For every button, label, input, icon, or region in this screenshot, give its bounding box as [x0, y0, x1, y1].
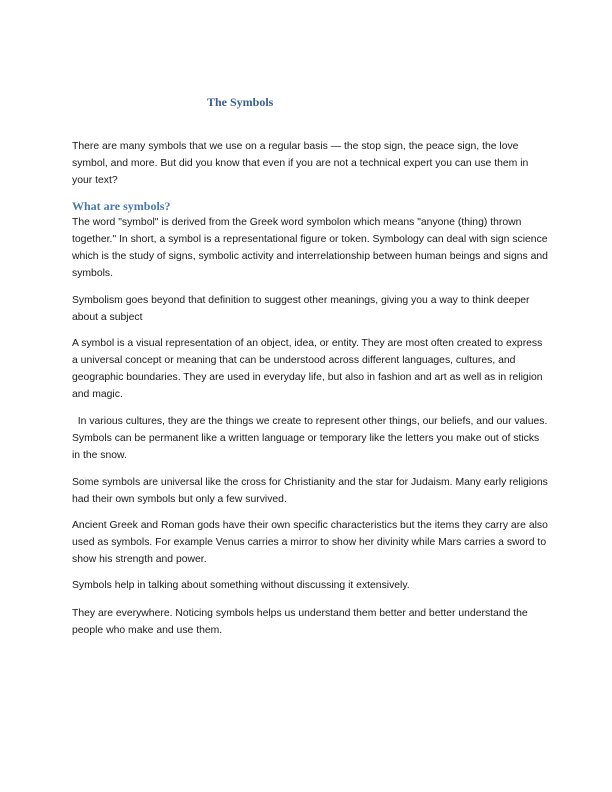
document-title: The Symbols: [207, 95, 274, 109]
paragraph-8: They are everywhere. Noticing symbols helps us understand them better and better understand the people who make and use them.: [72, 608, 528, 636]
paragraph-7: Symbols help in talking about something without discussing it extensively.: [72, 580, 410, 591]
paragraph-5: Some symbols are universal like the cross for Christianity and the star for Judaism. Many early religions had their own symbols but only a few survived.: [72, 477, 548, 505]
intro-paragraph: There are many symbols that we use on a regular basis — the stop sign, the peace sign, the love symbol, and more. But did you know that even if you are not a technical expert you can use them in your text?: [72, 141, 529, 186]
paragraph-3: A symbol is a visual representation of an object, idea, or entity. They are most often created to express a universal concept or meaning that can be understood across different languages, cultures, and geographic boundaries. They are used in everyday life, but also in fashion and art as well as in religion and magic.: [72, 338, 543, 400]
paragraph-4: In various cultures, they are the things we create to represent other things, our beliefs, and our values. Symbols can be permanent like a written language or temporary like the letters you make out of sticks in the snow.: [72, 416, 551, 461]
paragraph-6: Ancient Greek and Roman gods have their own specific characteristics but the items they carry are also used as symbols. For example Venus carries a mirror to show her divinity while Mars carries a sword to show his strength and power.: [72, 520, 548, 565]
section-heading: What are symbols?: [72, 199, 171, 213]
paragraph-1: The word "symbol" is derived from the Greek word symbolon which means "anyone (thing) thrown together." In short, a symbol is a representational figure or token. Symbology can deal with sign science which is the study of signs, symbolic activity and interrelationship between human beings and signs and symbols.: [72, 217, 548, 279]
paragraph-2: Symbolism goes beyond that definition to suggest other meanings, giving you a way to think deeper about a subject: [72, 295, 530, 323]
